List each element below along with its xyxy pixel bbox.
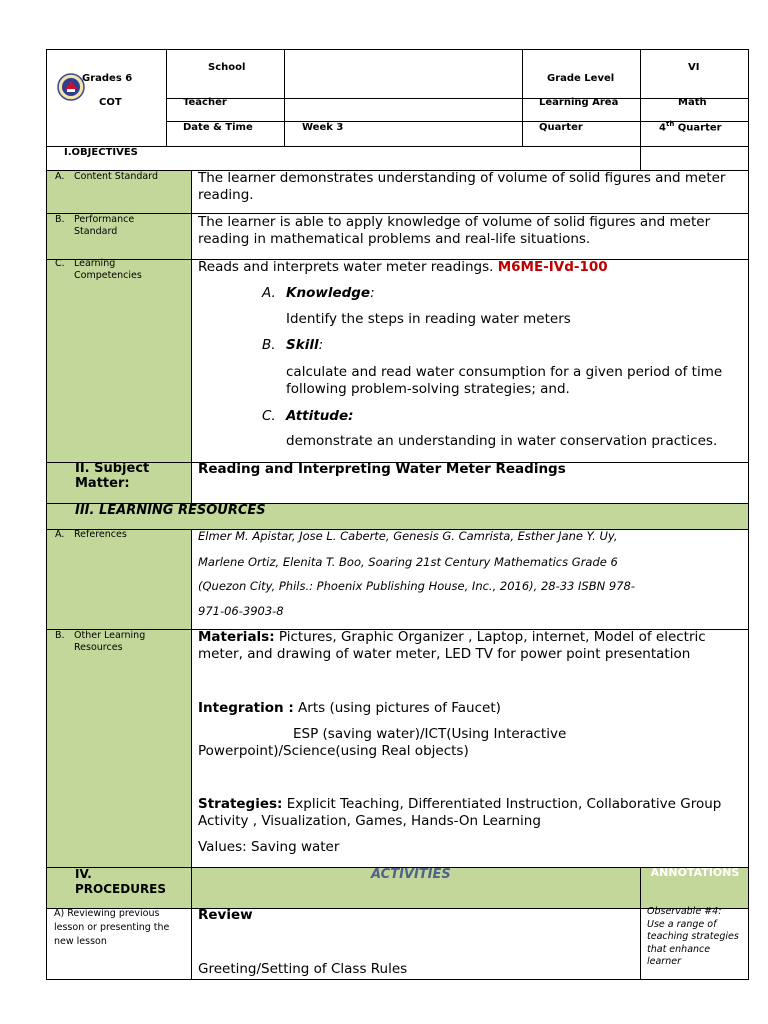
competencies-letter: C. [55,258,65,269]
skill-title: Skill: [286,337,324,353]
competency-code: M6ME-IVd-100 [497,259,608,275]
subject-matter-text: Reading and Interpreting Water Meter Readings [198,461,566,477]
quarter-value: 4th Quarter [659,120,722,134]
reference-line-1: Elmer M. Apistar, Jose L. Caberte, Genesis G. Camrista, Esther Jane Y. Uy, [198,529,618,543]
knowledge-text: Identify the steps in reading water meters [286,311,571,327]
learning-area-label: Learning Area [539,97,619,108]
materials-text: Materials: Pictures, Graphic Organizer , Laptop, internet, Model of electric meter, and drawing of water meter, LED TV for power point presentation [198,629,706,662]
integration-line-2: ESP (saving water)/ICT(Using Interactive Powerpoint)/Science(using Real objects) [198,726,567,759]
learning-area-value: Math [678,97,707,108]
date-time-label: Date & Time [183,122,253,133]
teacher-label: Teacher [183,97,227,108]
reference-line-3: (Quezon City, Phils.: Phoenix Publishing House, Inc., 2016), 28-33 ISBN 978- [198,579,635,593]
quarter-label: Quarter [539,122,583,133]
performance-standard-text: The learner is able to apply knowledge of volume of solid figures and meter reading in mathematical problems and real-life situations. [198,214,711,247]
annotations-label: ANNOTATIONS [650,866,740,879]
references-label: References [74,529,127,540]
attitude-title: Attitude: [286,408,354,424]
knowledge-letter: A. [262,285,276,301]
procedures-label: IV. PROCEDURES [75,867,167,896]
annotation-text: Observable #4: Use a range of teaching strategies that enhance learner [647,906,739,967]
objectives-heading: I.OBJECTIVES [64,147,138,158]
competencies-label: Learning Competencies [74,258,142,281]
strategies-text: Strategies: Explicit Teaching, Differentiated Instruction, Collaborative Group Activity , Visualization, Games, Hands-On Learning [198,796,722,829]
content-standard-label: Content Standard [74,171,159,182]
performance-standard-label: Performance Standard [74,214,135,237]
competencies-intro: Reads and interprets water meter readings. M6ME-IVd-100 [198,259,608,275]
activities-label: ACTIVITIES [371,867,451,882]
skill-letter: B. [262,337,276,353]
other-resources-label: Other Learning Resources [74,630,146,653]
school-label: School [208,62,246,73]
deped-seal-icon [57,73,85,101]
reference-line-4: 971-06-3903-8 [198,604,284,618]
performance-standard-letter: B. [55,214,65,225]
skill-text: calculate and read water consumption for a given period of time following problem-solving strategies; and. [286,364,723,397]
grade-level-value: VI [688,62,700,73]
review-title: Review [198,907,253,923]
reference-line-2: Marlene Ortiz, Elenita T. Boo, Soaring 21st Century Mathematics Grade 6 [198,555,618,569]
cot-label: COT [99,97,122,108]
grade-level-label: Grade Level [547,73,615,84]
integration-text: Integration : Arts (using pictures of Faucet) [198,700,501,716]
step-a-label: A) Reviewing previous lesson or presenting the new lesson [54,908,170,947]
attitude-text: demonstrate an understanding in water conservation practices. [286,433,718,449]
content-standard-letter: A. [55,171,65,182]
values-text: Values: Saving water [198,839,340,855]
learning-resources-heading: III. LEARNING RESOURCES [75,503,266,518]
subject-matter-label: II. Subject Matter: [75,461,150,491]
attitude-letter: C. [262,408,276,424]
knowledge-title: Knowledge: [286,285,375,301]
other-resources-letter: B. [55,630,65,641]
content-standard-text: The learner demonstrates understanding of volume of solid figures and meter reading. [198,170,726,203]
date-time-value: Week 3 [302,122,344,133]
review-text: Greeting/Setting of Class Rules [198,961,408,977]
references-letter: A. [55,529,65,540]
grade-label: Grades 6 [82,73,133,84]
